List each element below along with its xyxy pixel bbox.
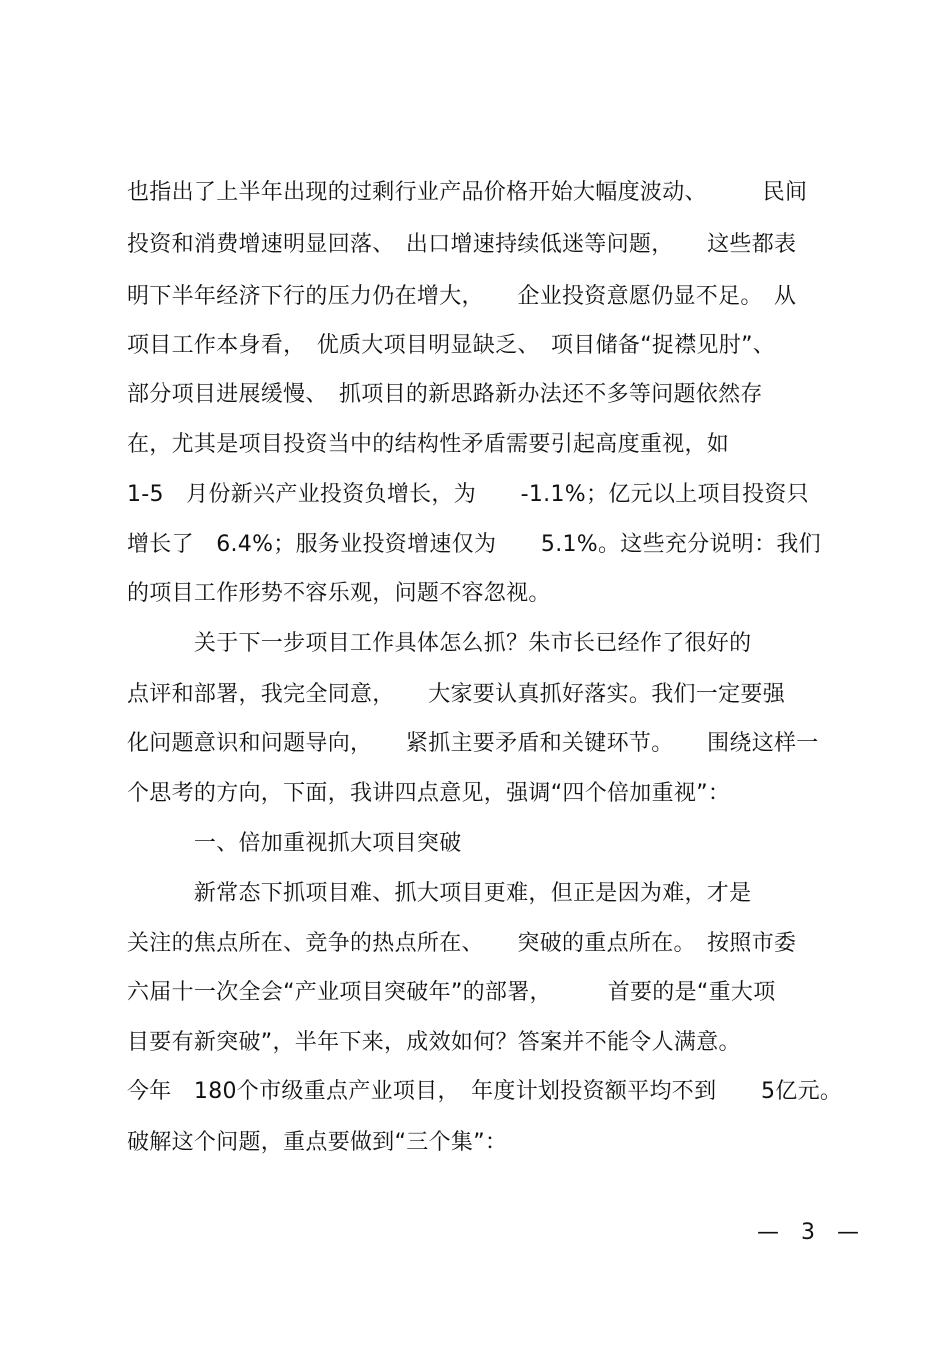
text-line: 项目工作本身看， 优质大项目明显缺乏、 项目储备“捉襟见肘”、 xyxy=(127,333,776,358)
text-line: 投资和消费增速明显回落、 出口增速持续低迷等问题， 这些都表 xyxy=(127,232,797,257)
text-line: 点评和部署，我完全同意， 大家要认真抓好落实。我们一定要强 xyxy=(127,682,786,707)
text-line: 的项目工作形势不容乐观，问题不容忽视。 xyxy=(127,581,551,606)
text-line: 今年 180个市级重点产业项目， 年度计划投资额平均不到 5亿元。 xyxy=(127,1079,843,1104)
text-line: 破解这个问题，重点要做到“三个集”： xyxy=(127,1130,508,1155)
text-line: 增长了 6.4%；服务业投资增速仅为 5.1%。这些充分说明：我们 xyxy=(127,532,821,557)
section-heading: 一、倍加重视抓大项目突破 xyxy=(127,831,462,856)
text-line: 关于下一步项目工作具体怎么抓？朱市长已经作了很好的 xyxy=(127,631,752,656)
text-line: 化问题意识和问题导向， 紧抓主要矛盾和关键环节。 围绕这样一 xyxy=(127,731,819,756)
text-line: 在，尤其是项目投资当中的结构性矛盾需要引起高度重视，如 xyxy=(127,432,730,457)
text-line: 明下半年经济下行的压力仍在增大， 企业投资意愿仍显不足。 从 xyxy=(127,284,797,309)
text-line: 部分项目进展缓慢、 抓项目的新思路新办法还不多等问题依然存 xyxy=(127,382,763,407)
text-line: 个思考的方向，下面，我讲四点意见，强调“四个倍加重视”： xyxy=(127,781,731,806)
text-line: 目要有新突破”，半年下来，成效如何？答案并不能令人满意。 xyxy=(127,1030,741,1055)
text-line: 关注的焦点所在、竞争的热点所在、 突破的重点所在。 按照市委 xyxy=(127,931,797,956)
text-line: 新常态下抓项目难、抓大项目更难，但正是因为难，才是 xyxy=(127,881,752,906)
page-number: — 3 — xyxy=(757,1220,859,1245)
text-line: 六届十一次全会“产业项目突破年”的部署， 首要的是“重大项 xyxy=(127,980,776,1005)
text-line: 1-5 月份新兴产业投资负增长，为 -1.1%；亿元以上项目投资只 xyxy=(127,482,809,507)
text-line: 也指出了上半年出现的过剩行业产品价格开始大幅度波动、 民间 xyxy=(127,180,808,205)
